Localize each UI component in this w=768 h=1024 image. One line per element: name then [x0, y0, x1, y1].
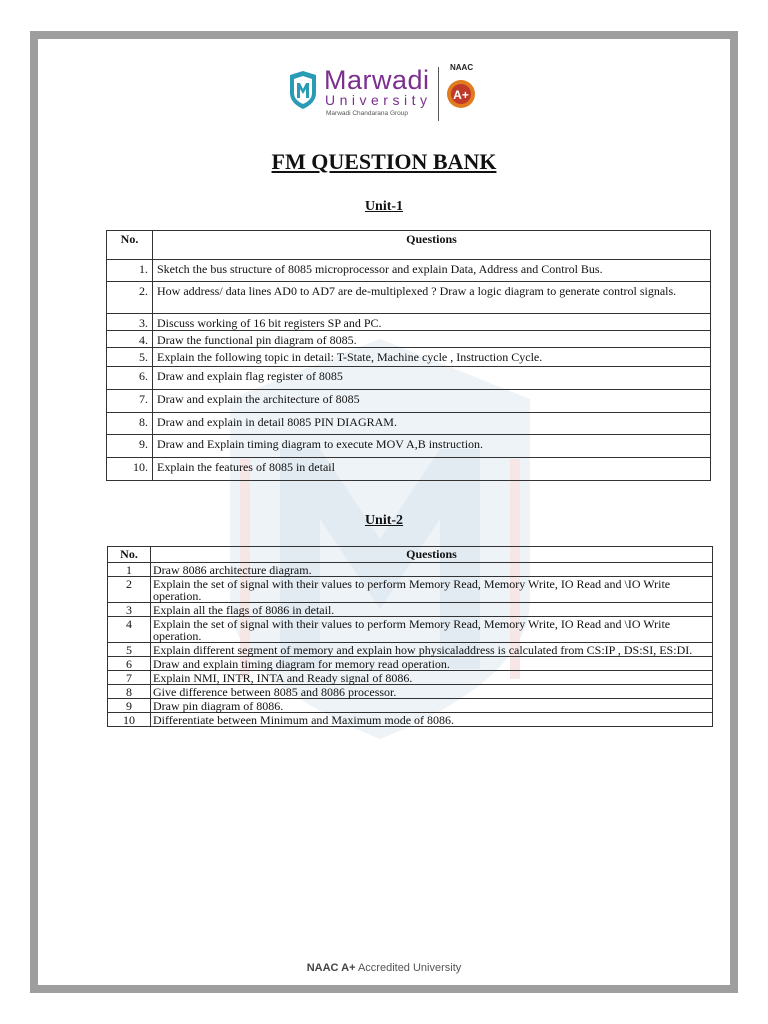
table-row [108, 657, 713, 671]
question-text: Draw the functional pin diagram of 8085. [153, 331, 711, 348]
brand-name: Marwadi [324, 65, 430, 95]
question-number: 5 [108, 643, 151, 657]
question-text: Draw pin diagram of 8086. [151, 699, 713, 713]
question-number: 8 [108, 685, 151, 699]
table-row [108, 643, 713, 657]
question-text: Draw and explain in detail 8085 PIN DIAGRAM. [153, 413, 711, 435]
question-text: Explain all the flags of 8086 in detail. [151, 603, 713, 617]
brand-subtitle: University [325, 92, 432, 108]
unit-2-table [107, 546, 713, 727]
question-text: Discuss working of 16 bit registers SP and PC. [153, 314, 711, 331]
question-text: Sketch the bus structure of 8085 microprocessor and explain Data, Address and Control Bus. [153, 260, 711, 282]
table-row [108, 685, 713, 699]
question-number: 1. [107, 260, 153, 282]
question-number: 2 [108, 577, 151, 603]
table-row [108, 563, 713, 577]
question-text: Differentiate between Minimum and Maximum mode of 8086. [151, 713, 713, 727]
brand-group: Marwadi Chandarana Group [326, 110, 409, 117]
table-row [108, 713, 713, 727]
column-header-questions: Questions [153, 231, 711, 260]
page-title: FM QUESTION BANK [271, 149, 497, 174]
question-number: 8. [107, 413, 153, 435]
table-row [108, 671, 713, 685]
table-row [108, 699, 713, 713]
question-number: 2. [107, 282, 153, 314]
shield-icon [288, 71, 318, 109]
naac-grade: A+ [453, 88, 469, 102]
unit-1-table [106, 230, 711, 481]
table-row [107, 314, 711, 331]
question-number: 7. [107, 390, 153, 413]
table-row [107, 458, 711, 481]
column-header-questions: Questions [151, 547, 713, 563]
table-row [107, 331, 711, 348]
question-number: 9 [108, 699, 151, 713]
table-row [107, 348, 711, 367]
table-row [108, 617, 713, 643]
unit-2-title: Unit-2 [364, 513, 404, 528]
question-text: Explain the following topic in detail: T-State, Machine cycle , Instruction Cycle. [153, 348, 711, 367]
table-row [107, 260, 711, 282]
table-row [107, 413, 711, 435]
question-text: Draw and Explain timing diagram to execute MOV A,B instruction. [153, 435, 711, 458]
table-row [107, 435, 711, 458]
question-number: 3 [108, 603, 151, 617]
column-header-no: No. [107, 231, 153, 260]
question-number: 9. [107, 435, 153, 458]
footer-accreditation: NAAC A+ [306, 962, 356, 974]
award-badge-icon [446, 75, 476, 113]
naac-badge [444, 63, 484, 123]
question-number: 7 [108, 671, 151, 685]
question-text: Draw 8086 architecture diagram. [151, 563, 713, 577]
column-header-no: No. [108, 547, 151, 563]
naac-label: NAAC [450, 63, 474, 72]
table-row [107, 367, 711, 390]
question-number: 4 [108, 617, 151, 643]
page-footer [38, 962, 730, 974]
question-text: Explain the set of signal with their values to perform Memory Read, Memory Write, IO Read and \IO Write operation. [151, 617, 713, 643]
question-number: 4. [107, 331, 153, 348]
footer-text: Accredited University [357, 962, 462, 974]
question-number: 3. [107, 314, 153, 331]
question-text: Explain the features of 8085 in detail [153, 458, 711, 481]
question-text: How address/ data lines AD0 to AD7 are de-multiplexed ? Draw a logic diagram to generate control signals. [153, 282, 711, 314]
question-number: 6. [107, 367, 153, 390]
unit-1-title: Unit-1 [364, 199, 404, 214]
question-text: Explain the set of signal with their values to perform Memory Read, Memory Write, IO Read and \IO Write operation. [151, 577, 713, 603]
question-text: Explain different segment of memory and explain how physicaladdress is calculated from CS:IP , DS:SI, ES:DI. [151, 643, 713, 657]
question-text: Draw and explain timing diagram for memory read operation. [151, 657, 713, 671]
table-row [107, 390, 711, 413]
question-text: Explain NMI, INTR, INTA and Ready signal of 8086. [151, 671, 713, 685]
question-number: 6 [108, 657, 151, 671]
table-row [108, 577, 713, 603]
document-page [38, 39, 730, 985]
table-row [108, 603, 713, 617]
question-number: 1 [108, 563, 151, 577]
question-text: Give difference between 8085 and 8086 processor. [151, 685, 713, 699]
question-number: 5. [107, 348, 153, 367]
logo-divider [438, 67, 439, 121]
question-text: Draw and explain flag register of 8085 [153, 367, 711, 390]
question-text: Draw and explain the architecture of 8085 [153, 390, 711, 413]
university-logo [288, 63, 488, 127]
table-row [107, 282, 711, 314]
question-number: 10 [108, 713, 151, 727]
question-number: 10. [107, 458, 153, 481]
